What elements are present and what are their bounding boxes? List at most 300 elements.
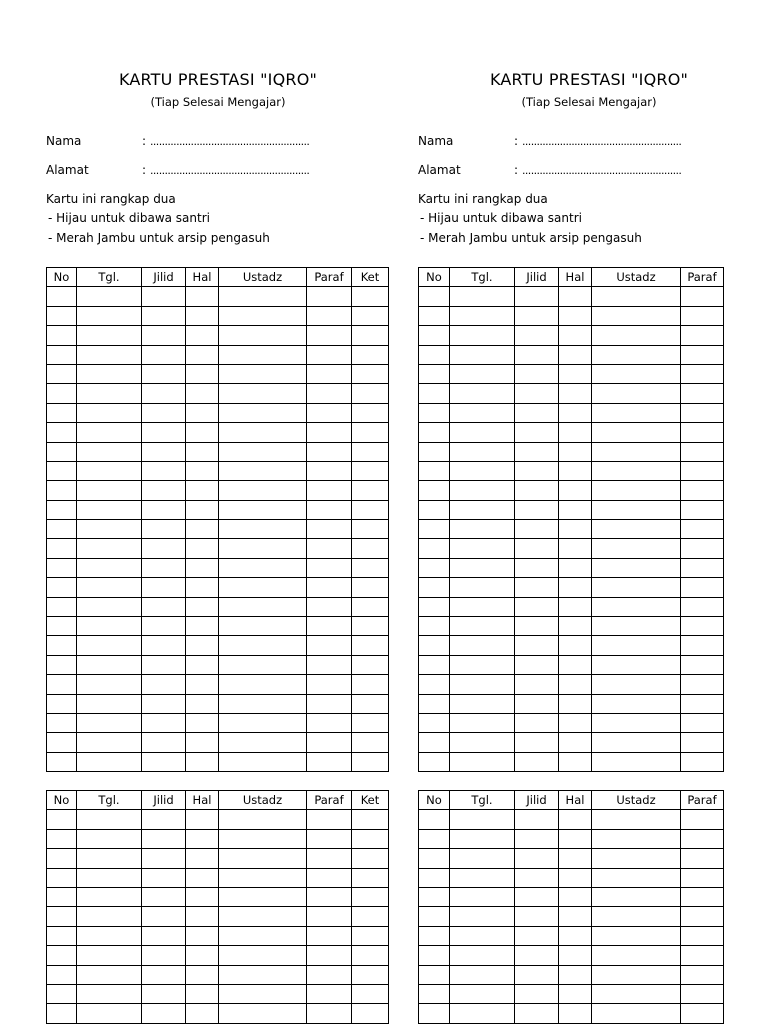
- table-cell[interactable]: [515, 713, 559, 732]
- table-cell[interactable]: [515, 539, 559, 558]
- table-cell[interactable]: [515, 984, 559, 1003]
- table-cell[interactable]: [559, 539, 592, 558]
- table-cell[interactable]: [559, 694, 592, 713]
- table-cell[interactable]: [559, 1004, 592, 1023]
- table-cell[interactable]: [592, 984, 681, 1003]
- table-cell[interactable]: [219, 829, 307, 848]
- table-cell[interactable]: [186, 539, 219, 558]
- table-cell[interactable]: [47, 423, 77, 442]
- alamat-field[interactable]: [418, 163, 681, 177]
- table-cell[interactable]: [592, 539, 681, 558]
- table-cell[interactable]: [47, 345, 77, 364]
- table-cell[interactable]: [515, 558, 559, 577]
- table-cell[interactable]: [77, 326, 142, 345]
- table-cell[interactable]: [592, 500, 681, 519]
- table-cell[interactable]: [515, 965, 559, 984]
- table-cell[interactable]: [219, 481, 307, 500]
- table-cell[interactable]: [307, 617, 352, 636]
- table-cell[interactable]: [559, 926, 592, 945]
- table-cell[interactable]: [219, 578, 307, 597]
- table-cell[interactable]: [419, 287, 450, 306]
- table-cell[interactable]: [352, 984, 389, 1003]
- table-cell[interactable]: [47, 829, 77, 848]
- table-cell[interactable]: [515, 655, 559, 674]
- table-cell[interactable]: [47, 810, 77, 829]
- table-cell[interactable]: [592, 810, 681, 829]
- table-cell[interactable]: [186, 849, 219, 868]
- table-cell[interactable]: [681, 965, 724, 984]
- table-cell[interactable]: [450, 364, 515, 383]
- table-cell[interactable]: [592, 423, 681, 442]
- table-cell[interactable]: [419, 887, 450, 906]
- table-cell[interactable]: [419, 558, 450, 577]
- table-cell[interactable]: [515, 481, 559, 500]
- table-cell[interactable]: [307, 578, 352, 597]
- table-cell[interactable]: [219, 984, 307, 1003]
- table-cell[interactable]: [559, 829, 592, 848]
- table-cell[interactable]: [352, 558, 389, 577]
- table-cell[interactable]: [681, 946, 724, 965]
- table-cell[interactable]: [419, 1004, 450, 1023]
- table-cell[interactable]: [219, 520, 307, 539]
- table-cell[interactable]: [186, 442, 219, 461]
- table-cell[interactable]: [186, 306, 219, 325]
- table-cell[interactable]: [450, 384, 515, 403]
- table-cell[interactable]: [307, 442, 352, 461]
- table-cell[interactable]: [419, 829, 450, 848]
- table-cell[interactable]: [142, 655, 186, 674]
- table-cell[interactable]: [219, 675, 307, 694]
- table-cell[interactable]: [219, 636, 307, 655]
- table-cell[interactable]: [419, 423, 450, 442]
- table-cell[interactable]: [47, 655, 77, 674]
- table-cell[interactable]: [419, 849, 450, 868]
- table-cell[interactable]: [352, 926, 389, 945]
- table-cell[interactable]: [681, 287, 724, 306]
- table-cell[interactable]: [515, 829, 559, 848]
- table-cell[interactable]: [592, 946, 681, 965]
- table-cell[interactable]: [186, 500, 219, 519]
- table-cell[interactable]: [515, 597, 559, 616]
- table-cell[interactable]: [77, 733, 142, 752]
- table-cell[interactable]: [186, 384, 219, 403]
- table-cell[interactable]: [681, 926, 724, 945]
- table-cell[interactable]: [681, 461, 724, 480]
- table-cell[interactable]: [419, 752, 450, 771]
- table-cell[interactable]: [47, 926, 77, 945]
- table-cell[interactable]: [307, 946, 352, 965]
- table-cell[interactable]: [450, 558, 515, 577]
- table-cell[interactable]: [419, 364, 450, 383]
- table-cell[interactable]: [77, 752, 142, 771]
- table-cell[interactable]: [307, 984, 352, 1003]
- table-cell[interactable]: [142, 829, 186, 848]
- table-cell[interactable]: [47, 617, 77, 636]
- table-cell[interactable]: [419, 636, 450, 655]
- table-cell[interactable]: [681, 810, 724, 829]
- table-cell[interactable]: [142, 907, 186, 926]
- table-cell[interactable]: [419, 868, 450, 887]
- table-cell[interactable]: [592, 849, 681, 868]
- table-cell[interactable]: [559, 403, 592, 422]
- table-cell[interactable]: [142, 442, 186, 461]
- table-cell[interactable]: [307, 810, 352, 829]
- table-cell[interactable]: [142, 423, 186, 442]
- table-cell[interactable]: [592, 829, 681, 848]
- table-cell[interactable]: [592, 306, 681, 325]
- table-cell[interactable]: [515, 849, 559, 868]
- table-cell[interactable]: [47, 752, 77, 771]
- table-cell[interactable]: [47, 558, 77, 577]
- table-cell[interactable]: [450, 500, 515, 519]
- table-cell[interactable]: [77, 907, 142, 926]
- table-cell[interactable]: [419, 481, 450, 500]
- nama-field[interactable]: [418, 134, 681, 148]
- table-cell[interactable]: [77, 713, 142, 732]
- table-cell[interactable]: [77, 597, 142, 616]
- table-cell[interactable]: [47, 442, 77, 461]
- table-cell[interactable]: [77, 345, 142, 364]
- table-cell[interactable]: [142, 984, 186, 1003]
- table-cell[interactable]: [142, 713, 186, 732]
- table-cell[interactable]: [352, 636, 389, 655]
- table-cell[interactable]: [559, 520, 592, 539]
- table-cell[interactable]: [515, 364, 559, 383]
- table-cell[interactable]: [450, 636, 515, 655]
- table-cell[interactable]: [307, 926, 352, 945]
- table-cell[interactable]: [681, 849, 724, 868]
- table-cell[interactable]: [515, 694, 559, 713]
- table-cell[interactable]: [352, 887, 389, 906]
- table-cell[interactable]: [559, 326, 592, 345]
- table-cell[interactable]: [142, 461, 186, 480]
- table-cell[interactable]: [352, 442, 389, 461]
- table-cell[interactable]: [592, 384, 681, 403]
- table-cell[interactable]: [186, 713, 219, 732]
- table-cell[interactable]: [77, 481, 142, 500]
- table-cell[interactable]: [47, 675, 77, 694]
- table-cell[interactable]: [142, 733, 186, 752]
- table-cell[interactable]: [352, 655, 389, 674]
- table-cell[interactable]: [186, 965, 219, 984]
- table-cell[interactable]: [47, 868, 77, 887]
- table-cell[interactable]: [592, 287, 681, 306]
- table-cell[interactable]: [142, 558, 186, 577]
- table-cell[interactable]: [592, 403, 681, 422]
- table-cell[interactable]: [559, 984, 592, 1003]
- table-cell[interactable]: [681, 364, 724, 383]
- table-cell[interactable]: [186, 578, 219, 597]
- table-cell[interactable]: [559, 752, 592, 771]
- table-cell[interactable]: [419, 810, 450, 829]
- table-cell[interactable]: [352, 578, 389, 597]
- table-cell[interactable]: [681, 578, 724, 597]
- table-cell[interactable]: [559, 887, 592, 906]
- table-cell[interactable]: [186, 636, 219, 655]
- table-cell[interactable]: [352, 500, 389, 519]
- table-cell[interactable]: [142, 326, 186, 345]
- table-cell[interactable]: [592, 558, 681, 577]
- table-cell[interactable]: [450, 868, 515, 887]
- table-cell[interactable]: [219, 926, 307, 945]
- table-cell[interactable]: [219, 617, 307, 636]
- table-cell[interactable]: [142, 287, 186, 306]
- table-cell[interactable]: [77, 887, 142, 906]
- table-cell[interactable]: [352, 403, 389, 422]
- table-cell[interactable]: [186, 655, 219, 674]
- table-cell[interactable]: [77, 946, 142, 965]
- table-cell[interactable]: [450, 926, 515, 945]
- table-cell[interactable]: [307, 364, 352, 383]
- table-cell[interactable]: [307, 403, 352, 422]
- table-cell[interactable]: [307, 965, 352, 984]
- table-cell[interactable]: [142, 965, 186, 984]
- table-cell[interactable]: [559, 442, 592, 461]
- table-cell[interactable]: [515, 675, 559, 694]
- table-cell[interactable]: [681, 539, 724, 558]
- table-cell[interactable]: [515, 345, 559, 364]
- table-cell[interactable]: [219, 442, 307, 461]
- table-cell[interactable]: [219, 946, 307, 965]
- table-cell[interactable]: [219, 423, 307, 442]
- table-cell[interactable]: [419, 461, 450, 480]
- table-cell[interactable]: [592, 520, 681, 539]
- table-cell[interactable]: [352, 481, 389, 500]
- table-cell[interactable]: [681, 1004, 724, 1023]
- table-cell[interactable]: [77, 617, 142, 636]
- table-cell[interactable]: [77, 442, 142, 461]
- table-cell[interactable]: [47, 1004, 77, 1023]
- table-cell[interactable]: [142, 1004, 186, 1023]
- table-cell[interactable]: [186, 481, 219, 500]
- table-cell[interactable]: [592, 326, 681, 345]
- table-cell[interactable]: [307, 907, 352, 926]
- table-cell[interactable]: [450, 946, 515, 965]
- table-cell[interactable]: [219, 887, 307, 906]
- table-cell[interactable]: [450, 326, 515, 345]
- table-cell[interactable]: [142, 810, 186, 829]
- table-cell[interactable]: [186, 907, 219, 926]
- table-cell[interactable]: [450, 597, 515, 616]
- table-cell[interactable]: [419, 345, 450, 364]
- table-cell[interactable]: [419, 675, 450, 694]
- table-cell[interactable]: [47, 965, 77, 984]
- table-cell[interactable]: [559, 655, 592, 674]
- table-cell[interactable]: [419, 403, 450, 422]
- table-cell[interactable]: [681, 636, 724, 655]
- table-cell[interactable]: [219, 849, 307, 868]
- table-cell[interactable]: [77, 539, 142, 558]
- table-cell[interactable]: [47, 578, 77, 597]
- table-cell[interactable]: [592, 597, 681, 616]
- table-cell[interactable]: [352, 946, 389, 965]
- table-cell[interactable]: [307, 384, 352, 403]
- table-cell[interactable]: [307, 326, 352, 345]
- table-cell[interactable]: [450, 617, 515, 636]
- table-cell[interactable]: [450, 1004, 515, 1023]
- table-cell[interactable]: [450, 578, 515, 597]
- table-cell[interactable]: [419, 713, 450, 732]
- table-cell[interactable]: [307, 868, 352, 887]
- table-cell[interactable]: [450, 461, 515, 480]
- table-cell[interactable]: [142, 481, 186, 500]
- table-cell[interactable]: [592, 461, 681, 480]
- table-cell[interactable]: [307, 829, 352, 848]
- table-cell[interactable]: [515, 442, 559, 461]
- table-cell[interactable]: [352, 306, 389, 325]
- table-cell[interactable]: [450, 694, 515, 713]
- table-cell[interactable]: [186, 733, 219, 752]
- table-cell[interactable]: [515, 868, 559, 887]
- table-cell[interactable]: [450, 403, 515, 422]
- table-cell[interactable]: [681, 733, 724, 752]
- table-cell[interactable]: [77, 558, 142, 577]
- table-cell[interactable]: [47, 520, 77, 539]
- table-cell[interactable]: [681, 500, 724, 519]
- table-cell[interactable]: [419, 907, 450, 926]
- table-cell[interactable]: [77, 578, 142, 597]
- table-cell[interactable]: [592, 694, 681, 713]
- table-cell[interactable]: [219, 461, 307, 480]
- table-cell[interactable]: [592, 752, 681, 771]
- table-cell[interactable]: [515, 617, 559, 636]
- table-cell[interactable]: [186, 617, 219, 636]
- table-cell[interactable]: [592, 675, 681, 694]
- table-cell[interactable]: [515, 907, 559, 926]
- table-cell[interactable]: [186, 694, 219, 713]
- table-cell[interactable]: [47, 461, 77, 480]
- table-cell[interactable]: [592, 926, 681, 945]
- table-cell[interactable]: [419, 500, 450, 519]
- table-cell[interactable]: [142, 403, 186, 422]
- table-cell[interactable]: [142, 539, 186, 558]
- table-cell[interactable]: [142, 752, 186, 771]
- table-cell[interactable]: [681, 984, 724, 1003]
- table-cell[interactable]: [352, 810, 389, 829]
- table-cell[interactable]: [450, 965, 515, 984]
- table-cell[interactable]: [186, 829, 219, 848]
- table-cell[interactable]: [142, 306, 186, 325]
- table-cell[interactable]: [47, 500, 77, 519]
- table-cell[interactable]: [47, 636, 77, 655]
- table-cell[interactable]: [142, 520, 186, 539]
- table-cell[interactable]: [681, 887, 724, 906]
- table-cell[interactable]: [307, 675, 352, 694]
- table-cell[interactable]: [307, 636, 352, 655]
- table-cell[interactable]: [515, 578, 559, 597]
- table-cell[interactable]: [559, 461, 592, 480]
- table-cell[interactable]: [186, 946, 219, 965]
- table-cell[interactable]: [419, 539, 450, 558]
- table-cell[interactable]: [47, 597, 77, 616]
- table-cell[interactable]: [142, 578, 186, 597]
- table-cell[interactable]: [219, 306, 307, 325]
- table-cell[interactable]: [450, 733, 515, 752]
- table-cell[interactable]: [47, 384, 77, 403]
- table-cell[interactable]: [142, 887, 186, 906]
- table-cell[interactable]: [219, 287, 307, 306]
- table-cell[interactable]: [592, 655, 681, 674]
- table-cell[interactable]: [592, 868, 681, 887]
- table-cell[interactable]: [559, 345, 592, 364]
- table-cell[interactable]: [681, 384, 724, 403]
- table-cell[interactable]: [450, 306, 515, 325]
- table-cell[interactable]: [219, 694, 307, 713]
- table-cell[interactable]: [47, 306, 77, 325]
- table-cell[interactable]: [307, 481, 352, 500]
- table-cell[interactable]: [515, 752, 559, 771]
- table-cell[interactable]: [515, 423, 559, 442]
- table-cell[interactable]: [307, 713, 352, 732]
- table-cell[interactable]: [352, 520, 389, 539]
- table-cell[interactable]: [352, 849, 389, 868]
- table-cell[interactable]: [450, 520, 515, 539]
- table-cell[interactable]: [352, 694, 389, 713]
- table-cell[interactable]: [142, 868, 186, 887]
- table-cell[interactable]: [352, 617, 389, 636]
- table-cell[interactable]: [77, 306, 142, 325]
- table-cell[interactable]: [515, 926, 559, 945]
- table-cell[interactable]: [515, 1004, 559, 1023]
- table-cell[interactable]: [681, 617, 724, 636]
- table-cell[interactable]: [219, 326, 307, 345]
- table-cell[interactable]: [352, 907, 389, 926]
- table-cell[interactable]: [450, 713, 515, 732]
- table-cell[interactable]: [592, 481, 681, 500]
- table-cell[interactable]: [515, 946, 559, 965]
- table-cell[interactable]: [77, 810, 142, 829]
- table-cell[interactable]: [142, 345, 186, 364]
- table-cell[interactable]: [559, 849, 592, 868]
- table-cell[interactable]: [186, 984, 219, 1003]
- table-cell[interactable]: [559, 946, 592, 965]
- table-cell[interactable]: [592, 636, 681, 655]
- table-cell[interactable]: [307, 558, 352, 577]
- table-cell[interactable]: [450, 539, 515, 558]
- table-cell[interactable]: [186, 752, 219, 771]
- table-cell[interactable]: [450, 442, 515, 461]
- table-cell[interactable]: [307, 694, 352, 713]
- table-cell[interactable]: [450, 481, 515, 500]
- table-cell[interactable]: [681, 868, 724, 887]
- table-cell[interactable]: [77, 500, 142, 519]
- table-cell[interactable]: [307, 345, 352, 364]
- table-cell[interactable]: [352, 868, 389, 887]
- table-cell[interactable]: [352, 461, 389, 480]
- table-cell[interactable]: [681, 694, 724, 713]
- table-cell[interactable]: [77, 965, 142, 984]
- table-cell[interactable]: [352, 597, 389, 616]
- table-cell[interactable]: [142, 946, 186, 965]
- table-cell[interactable]: [77, 403, 142, 422]
- table-cell[interactable]: [515, 733, 559, 752]
- table-cell[interactable]: [219, 733, 307, 752]
- table-cell[interactable]: [515, 306, 559, 325]
- table-cell[interactable]: [352, 539, 389, 558]
- table-cell[interactable]: [186, 887, 219, 906]
- table-cell[interactable]: [419, 597, 450, 616]
- table-cell[interactable]: [186, 364, 219, 383]
- table-cell[interactable]: [419, 384, 450, 403]
- table-cell[interactable]: [419, 965, 450, 984]
- table-cell[interactable]: [515, 287, 559, 306]
- table-cell[interactable]: [77, 461, 142, 480]
- table-cell[interactable]: [352, 713, 389, 732]
- table-cell[interactable]: [515, 520, 559, 539]
- table-cell[interactable]: [450, 849, 515, 868]
- table-cell[interactable]: [77, 655, 142, 674]
- table-cell[interactable]: [142, 675, 186, 694]
